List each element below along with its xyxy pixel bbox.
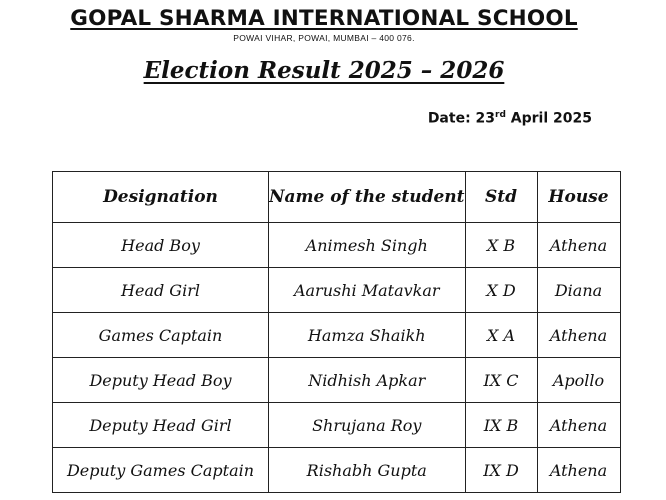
- house-cell: Diana: [537, 268, 620, 313]
- std-cell: X A: [465, 313, 537, 358]
- student-name-cell: Animesh Singh: [269, 223, 466, 268]
- table-header-row: [53, 172, 621, 223]
- student-name-cell: Hamza Shaikh: [269, 313, 466, 358]
- header-student-name: Name of the student: [269, 172, 466, 223]
- table-row: [53, 268, 621, 313]
- house-cell: Athena: [537, 403, 620, 448]
- house-cell: Athena: [537, 223, 620, 268]
- header-house: House: [537, 172, 620, 223]
- student-name-cell: Aarushi Matavkar: [269, 268, 466, 313]
- designation-cell: Deputy Head Girl: [53, 403, 269, 448]
- school-name: GOPAL SHARMA INTERNATIONAL SCHOOL: [70, 6, 578, 31]
- school-address: POWAI VIHAR, POWAI, MUMBAI – 400 076.: [233, 33, 415, 43]
- student-name-cell: Shrujana Roy: [269, 403, 466, 448]
- date-line: [428, 110, 592, 127]
- results-table: [52, 171, 621, 493]
- designation-cell: Head Girl: [53, 268, 269, 313]
- designation-cell: Deputy Games Captain: [53, 448, 269, 493]
- std-cell: IX D: [465, 448, 537, 493]
- house-cell: Apollo: [537, 358, 620, 403]
- student-name-cell: Rishabh Gupta: [269, 448, 466, 493]
- table-row: [53, 223, 621, 268]
- date-suffix: rd: [495, 110, 506, 120]
- std-cell: IX C: [465, 358, 537, 403]
- date-rest: April 2025: [505, 110, 592, 127]
- std-cell: X B: [465, 223, 537, 268]
- table-row: [53, 403, 621, 448]
- designation-cell: Games Captain: [53, 313, 269, 358]
- designation-cell: Deputy Head Boy: [53, 358, 269, 403]
- date-prefix: Date: 23: [427, 110, 496, 127]
- std-cell: X D: [465, 268, 537, 313]
- table-row: [53, 358, 621, 403]
- header-designation: Designation: [53, 172, 269, 223]
- header-std: Std: [465, 172, 537, 223]
- std-cell: IX B: [465, 403, 537, 448]
- house-cell: Athena: [537, 448, 620, 493]
- table-row: [53, 313, 621, 358]
- house-cell: Athena: [537, 313, 620, 358]
- designation-cell: Head Boy: [53, 223, 269, 268]
- student-name-cell: Nidhish Apkar: [269, 358, 466, 403]
- table-row: [53, 448, 621, 493]
- page-title: Election Result 2025 – 2026: [143, 57, 505, 84]
